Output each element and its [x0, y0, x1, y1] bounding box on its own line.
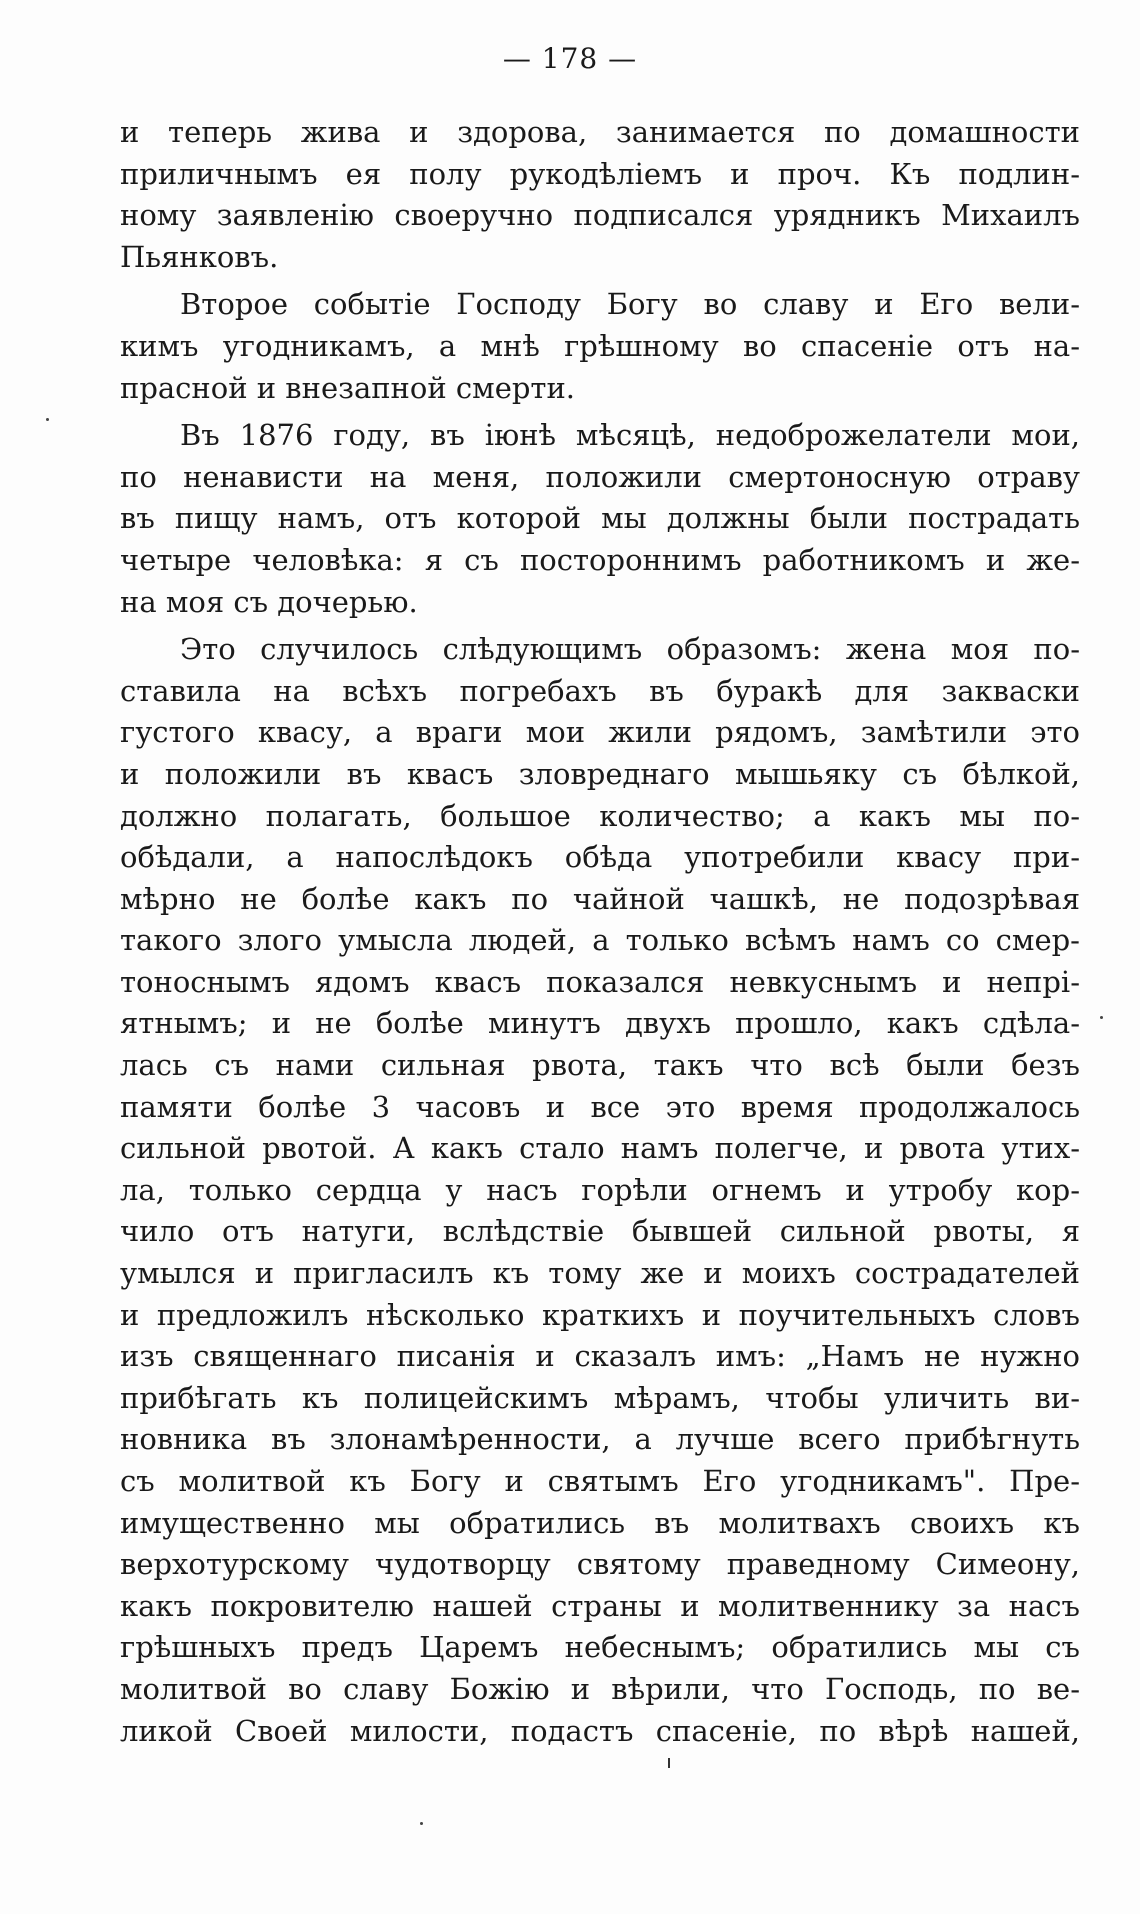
text-line: лась съ нами сильная рвота, такъ что всѣ были безъ: [120, 1048, 1080, 1083]
body-text: [120, 112, 1080, 1752]
paragraph: [120, 112, 1080, 278]
paragraph: [120, 415, 1080, 623]
text-line: тоноснымъ ядомъ квасъ показался невкуснымъ и непрі-: [120, 964, 1080, 999]
text-line: и положили въ квасъ зловреднаго мышьяку съ бѣлкой,: [120, 756, 1080, 791]
text-line: Въ 1876 году, въ іюнѣ мѣсяцѣ, недоброжелатели мои,: [180, 418, 1080, 453]
text-line: какъ покровителю нашей страны и молитвеннику за насъ: [120, 1588, 1080, 1623]
text-line: и теперь жива и здорова, занимается по домашности: [120, 115, 1080, 149]
text-line: мѣрно не болѣе какъ по чайной чашкѣ, не подозрѣвая: [120, 881, 1080, 916]
text-line: грѣшныхъ предъ Царемъ небеснымъ; обратились мы съ: [120, 1630, 1080, 1665]
text-line: обѣдали, а напослѣдокъ обѣда употребили квасу при-: [120, 840, 1080, 875]
text-line: прибѣгать къ полицейскимъ мѣрамъ, чтобы уличить ви-: [120, 1380, 1080, 1415]
text-line: сильной рвотой. А какъ стало намъ полегче, и рвота утих-: [120, 1131, 1080, 1166]
text-line: такого злого умысла людей, а только всѣмъ намъ со смер-: [120, 923, 1080, 958]
text-line: чило отъ натуги, вслѣдствіе бывшей сильной рвоты, я: [120, 1214, 1080, 1249]
text-line: имущественно мы обратились въ молитвахъ своихъ къ: [120, 1505, 1080, 1540]
paragraph: [120, 284, 1080, 409]
text-line: Второе событіе Господу Богу во славу и Его вели-: [180, 287, 1080, 322]
text-line: густого квасу, а враги мои жили рядомъ, замѣтили это: [120, 715, 1080, 750]
text-line: Это случилось слѣдующимъ образомъ: жена моя по-: [180, 632, 1080, 667]
text-line: ликой Своей милости, подастъ спасеніе, по вѣрѣ нашей,: [120, 1713, 1080, 1748]
text-line: памяти болѣе 3 часовъ и все это время продолжалось: [120, 1089, 1080, 1124]
text-line: верхотурскому чудотворцу святому праведному Симеону,: [120, 1547, 1080, 1582]
text-line: кимъ угодникамъ, а мнѣ грѣшному во спасеніе отъ на-: [120, 328, 1080, 363]
text-line: изъ священнаго писанія и сказалъ имъ: „Намъ не нужно: [120, 1339, 1080, 1374]
text-line: новника въ злонамѣренности, а лучше всего прибѣгнуть: [120, 1422, 1080, 1457]
paragraph: [120, 629, 1080, 1752]
scan-speck: [46, 418, 49, 421]
text-line: въ пищу намъ, отъ которой мы должны были пострадать: [120, 501, 1080, 536]
text-line: по ненависти на меня, положили смертоносную отраву: [120, 459, 1080, 494]
scan-speck: [1100, 1016, 1103, 1019]
text-line: должно полагать, большое количество; а какъ мы по-: [120, 798, 1080, 833]
text-line: ному заявленію своеручно подписался урядникъ Михаилъ: [120, 198, 1080, 233]
text-line: умылся и пригласилъ къ тому же и моихъ сострадателей: [120, 1256, 1080, 1291]
scan-speck: [668, 1758, 670, 1768]
text-line: ставила на всѣхъ погребахъ въ буракѣ для закваски: [120, 673, 1080, 708]
text-line: приличнымъ ея полу рукодѣліемъ и проч. Къ подлин-: [120, 156, 1080, 191]
text-line: и предложилъ нѣсколько краткихъ и поучительныхъ словъ: [120, 1297, 1080, 1332]
scan-speck: [420, 1822, 423, 1825]
text-line: ятнымъ; и не болѣе минутъ двухъ прошло, какъ сдѣла-: [120, 1006, 1080, 1041]
page-number: — 178 —: [502, 42, 638, 75]
text-line: молитвой во славу Божію и вѣрили, что Господь, по ве-: [120, 1671, 1080, 1706]
text-line: четыре человѣка: я съ постороннимъ работникомъ и же-: [120, 542, 1080, 577]
text-line: прасной и внезапной смерти.: [120, 370, 576, 405]
text-line: на моя съ дочерью.: [120, 584, 418, 619]
text-line: ла, только сердца у насъ горѣли огнемъ и утробу кор-: [120, 1172, 1080, 1207]
text-line: съ молитвой къ Богу и святымъ Его угодникамъ". Пре-: [120, 1464, 1080, 1498]
text-line: Пьянковъ.: [120, 239, 279, 274]
